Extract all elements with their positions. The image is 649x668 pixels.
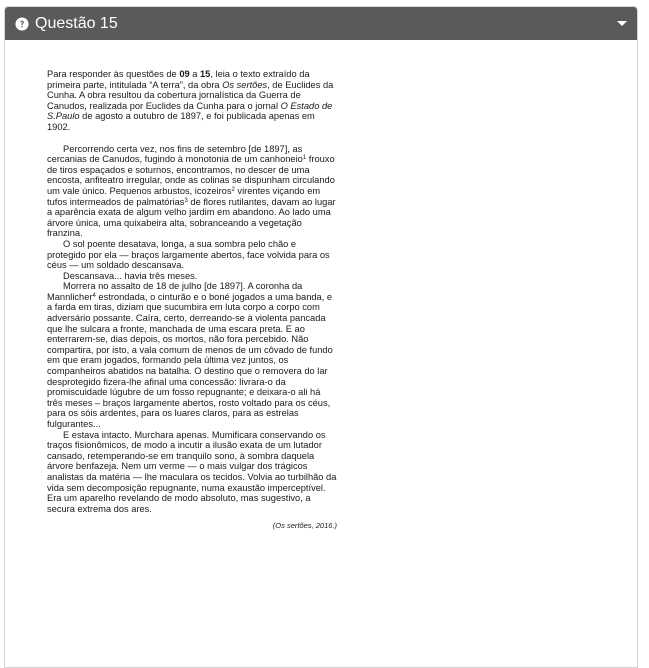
question-circle-icon xyxy=(15,17,29,31)
question-text xyxy=(47,69,337,532)
question-header[interactable] xyxy=(5,7,637,40)
text-paragraph-2: O sol poente desatava, longa, a sua sombra pelo chão e protegido por ela — braços largamente abertos, face volvida para os céus — um soldado descansava. xyxy=(47,238,330,271)
intro-paragraph: Para responder às questões de 09 a 15, leia o texto extraído da primeira parte, intitulada “A terra”, da obra Os sertões, de Euclides da Cunha. A obra resultou da cobertura jornalística da Guerra de Canudos, realizada por Euclides da Cunha para o jornal O Estado de S.Paulo de agosto a outubro de 1897, e foi publicada apenas em 1902. xyxy=(47,69,334,132)
text-paragraph-4: Morrera no assalto de 18 de julho [de 1897]. A coronha da Mannlicher$^4$ estrondada, o cinturão e o boné jogados a uma banda, e a farda em tiras, diziam que sucumbira em luta corpo a corpo com adversário possante. Caíra, certo, derreando-se à violenta pancada que lhe sulcara a fronte, manchada de uma escara preta. E ao enterrarem-se, dias depois, os mortos, não fora percebido. Não compartira, por isto, a vala comum de menos de um côvado de fundo em que eram jogados, formando pela última vez juntos, os companheiros abatidos na batalha. O destino que o removera do lar desprotegido fizera-lhe afinal uma concessão: livrara-o da promiscuidade lúgubre de um fosso repugnante; e deixara-o ali há três meses – braços largamente abertos, rosto voltado para os céus, para os sóis ardentes, para os luares claros, para as estrelas fulgurantes... xyxy=(47,281,333,429)
question-title: Questão 15 xyxy=(35,14,118,32)
text-paragraph-5: E estava intacto. Murchara apenas. Mumificara conservando os traços fisionômicos, de modo a incutir a ilusão exata de um lutador cansado, retemperando-se em tranquilo sono, à sombra daquela árvore benfazeja. Nem um verme — o mais vulgar dos trágicos analistas da matéria — lhe maculara os tecidos. Volvia ao turbilhão da vida sem decomposição repugnante, numa exaustão imperceptível. Era um aparelho revelando de modo absoluto, mas sugestivo, a secura extrema dos ares. xyxy=(47,429,337,514)
text-paragraph-1: Percorrendo certa vez, nos fins de setembro [de 1897], as cercanias de Canudos, fugindo à monotonia de um canhoneio$^1$ frouxo de tiros espaçados e soturnos, encontramos, no descer de uma encosta, anfiteatro irregular, onde as colinas se dispunham circulando um vale único. Pequenos arbustos, icozeiros$^2$ virentes viçando em tufos intermeados de palmatórias$^3$ de flores rutilantes, davam ao lugar a aparência exata de algum velho jardim em abandono. Ao lado uma árvore única, uma quixabeira alta, sobranceando a vegetação franzina. xyxy=(47,143,336,239)
footnote-ref: 1 xyxy=(302,155,307,162)
text-paragraph-3: Descansava... havia três meses. xyxy=(63,270,198,281)
question-panel xyxy=(4,6,638,668)
caret-down-icon[interactable] xyxy=(617,21,627,26)
footnote-ref: 3 xyxy=(184,197,188,204)
footnote-ref: 4 xyxy=(92,292,96,299)
source-citation: (Os sertões, 2016.) xyxy=(272,521,337,531)
footnote-ref: 2 xyxy=(231,186,235,193)
